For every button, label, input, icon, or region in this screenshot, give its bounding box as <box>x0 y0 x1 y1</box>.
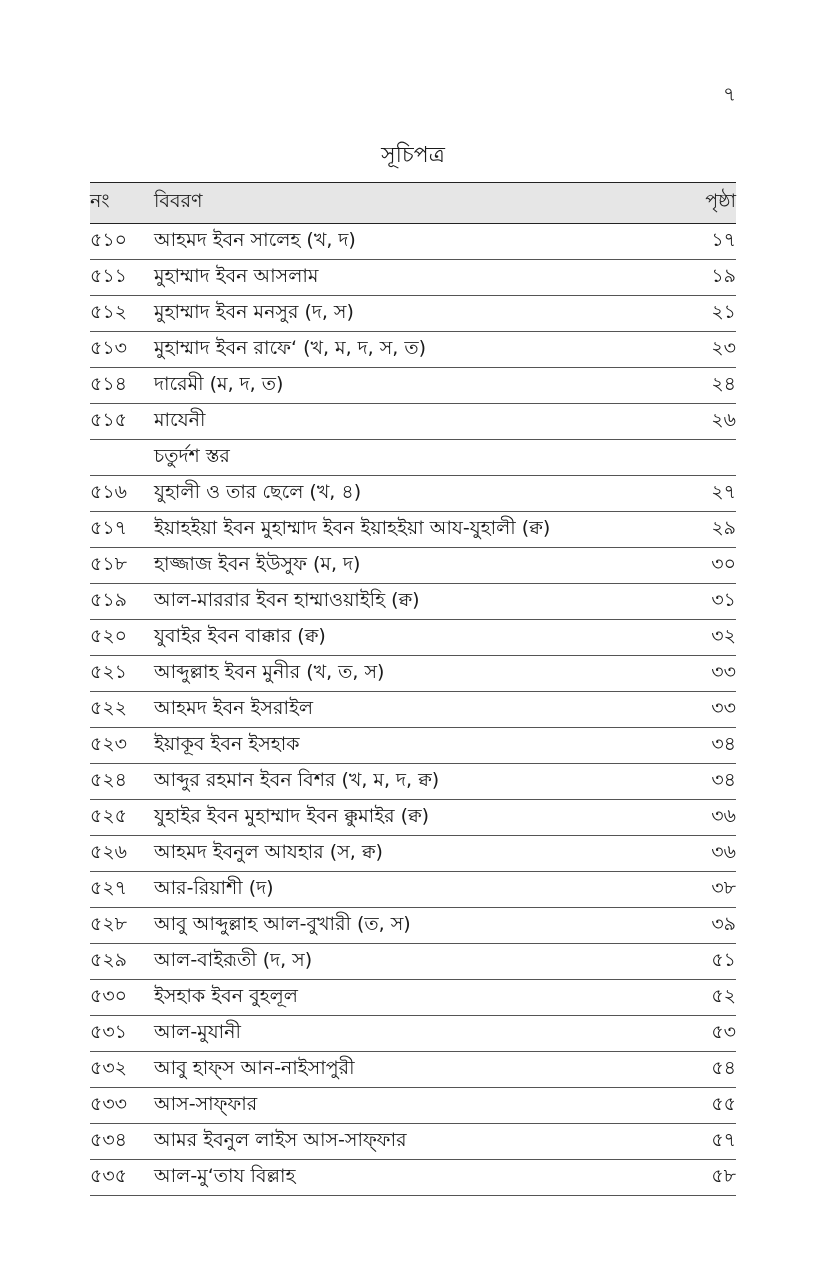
row-description: আহমদ ইবনুল আযহার (স, ক্ব) <box>154 836 656 872</box>
table-of-contents <box>90 182 736 1196</box>
row-page: ৩৮ <box>656 872 736 908</box>
row-description: আর-রিয়াশী (দ) <box>154 872 656 908</box>
row-page: ৩৬ <box>656 836 736 872</box>
row-description: মুহাম্মাদ ইবন রাফে‘ (খ, ম, দ, স, ত) <box>154 332 656 368</box>
table-row <box>90 692 736 728</box>
page-number: ৭ <box>722 82 736 106</box>
row-number: ৫১৭ <box>90 512 154 548</box>
row-page: ১৯ <box>656 260 736 296</box>
row-number: ৫২৩ <box>90 728 154 764</box>
row-page: ২৩ <box>656 332 736 368</box>
row-number: ৫৩১ <box>90 1016 154 1052</box>
table-row <box>90 440 736 476</box>
row-number: ৫১৫ <box>90 404 154 440</box>
table-row <box>90 260 736 296</box>
row-page: ৫৮ <box>656 1160 736 1196</box>
table-header-row <box>90 183 736 224</box>
row-number: ৫১৬ <box>90 476 154 512</box>
row-number: ৫২৫ <box>90 800 154 836</box>
row-number: ৫২১ <box>90 656 154 692</box>
row-description: যুহাইর ইবন মুহাম্মাদ ইবন ক্কুমাইর (ক্ব) <box>154 800 656 836</box>
row-description: ইয়াহইয়া ইবন মুহাম্মাদ ইবন ইয়াহইয়া আয-যুহালী (ক্ব) <box>154 512 656 548</box>
table-row <box>90 980 736 1016</box>
row-page: ৩৩ <box>656 656 736 692</box>
row-page: ২৯ <box>656 512 736 548</box>
table-row <box>90 944 736 980</box>
row-description: আব্দুল্লাহ ইবন মুনীর (খ, ত, স) <box>154 656 656 692</box>
header-description: বিবরণ <box>154 183 656 224</box>
row-number <box>90 440 154 476</box>
row-description: মুহাম্মাদ ইবন মনসুর (দ, স) <box>154 296 656 332</box>
row-number: ৫২৯ <box>90 944 154 980</box>
row-description: চতুর্দশ স্তর <box>154 440 656 476</box>
row-description: আল-বাইরূতী (দ, স) <box>154 944 656 980</box>
row-description: আল-মু‘তায বিল্লাহ <box>154 1160 656 1196</box>
header-page: পৃষ্ঠা <box>656 183 736 224</box>
row-description: মাযেনী <box>154 404 656 440</box>
table-row <box>90 224 736 260</box>
row-page: ৩৪ <box>656 764 736 800</box>
table-row <box>90 620 736 656</box>
table-row <box>90 368 736 404</box>
row-number: ৫৩৫ <box>90 1160 154 1196</box>
row-number: ৫১৮ <box>90 548 154 584</box>
row-page: ৩২ <box>656 620 736 656</box>
row-number: ৫১৪ <box>90 368 154 404</box>
row-page: ৩৩ <box>656 692 736 728</box>
row-page: ৩১ <box>656 584 736 620</box>
row-description: ইসহাক ইবন বুহলূল <box>154 980 656 1016</box>
row-description: যুহালী ও তার ছেলে (খ, ৪) <box>154 476 656 512</box>
row-description: দারেমী (ম, দ, ত) <box>154 368 656 404</box>
row-number: ৫৩২ <box>90 1052 154 1088</box>
row-number: ৫৩০ <box>90 980 154 1016</box>
row-description: যুবাইর ইবন বাক্কার (ক্ব) <box>154 620 656 656</box>
table-row <box>90 764 736 800</box>
table-row <box>90 1088 736 1124</box>
row-number: ৫৩৪ <box>90 1124 154 1160</box>
table-row <box>90 584 736 620</box>
row-page: ৩০ <box>656 548 736 584</box>
row-description: হাজ্জাজ ইবন ইউসুফ (ম, দ) <box>154 548 656 584</box>
table-row <box>90 836 736 872</box>
row-page: ২৪ <box>656 368 736 404</box>
table-row <box>90 872 736 908</box>
row-description: আবু আব্দুল্লাহ আল-বুখারী (ত, স) <box>154 908 656 944</box>
table-row <box>90 332 736 368</box>
table-row <box>90 800 736 836</box>
row-page: ৩৪ <box>656 728 736 764</box>
row-number: ৫১৩ <box>90 332 154 368</box>
row-page: ৫২ <box>656 980 736 1016</box>
table-row <box>90 512 736 548</box>
row-number: ৫২০ <box>90 620 154 656</box>
row-page: ১৭ <box>656 224 736 260</box>
row-number: ৫২৬ <box>90 836 154 872</box>
row-description: আমর ইবনুল লাইস আস-সাফ্ফার <box>154 1124 656 1160</box>
row-page: ২১ <box>656 296 736 332</box>
table-row <box>90 1124 736 1160</box>
row-description: ইয়াকূব ইবন ইসহাক <box>154 728 656 764</box>
row-page: ২৬ <box>656 404 736 440</box>
row-number: ৫১৯ <box>90 584 154 620</box>
row-page: ৫৭ <box>656 1124 736 1160</box>
table-row <box>90 728 736 764</box>
row-description: আহমদ ইবন সালেহ (খ, দ) <box>154 224 656 260</box>
page-title: সূচিপত্র <box>381 143 445 168</box>
row-page: ৫১ <box>656 944 736 980</box>
table-row <box>90 1052 736 1088</box>
table-row <box>90 548 736 584</box>
table-row <box>90 404 736 440</box>
row-number: ৫১২ <box>90 296 154 332</box>
row-description: আস-সাফ্ফার <box>154 1088 656 1124</box>
table-row <box>90 656 736 692</box>
table-body <box>90 224 736 1196</box>
row-number: ৫২৮ <box>90 908 154 944</box>
row-number: ৫২৪ <box>90 764 154 800</box>
table-row <box>90 296 736 332</box>
row-page: ৩৯ <box>656 908 736 944</box>
header-no: নং <box>90 183 154 224</box>
row-description: আল-মুযানী <box>154 1016 656 1052</box>
row-description: আহমদ ইবন ইসরাইল <box>154 692 656 728</box>
row-page: ৫৫ <box>656 1088 736 1124</box>
row-page: ৩৬ <box>656 800 736 836</box>
row-page: ৫৪ <box>656 1052 736 1088</box>
row-number: ৫১১ <box>90 260 154 296</box>
row-page <box>656 440 736 476</box>
table-row <box>90 1016 736 1052</box>
row-number: ৫২৭ <box>90 872 154 908</box>
row-number: ৫৩৩ <box>90 1088 154 1124</box>
row-description: মুহাম্মাদ ইবন আসলাম <box>154 260 656 296</box>
table-row <box>90 1160 736 1196</box>
table-row <box>90 908 736 944</box>
row-page: ২৭ <box>656 476 736 512</box>
row-description: আব্দুর রহমান ইবন বিশর (খ, ম, দ, ক্ব) <box>154 764 656 800</box>
row-number: ৫১০ <box>90 224 154 260</box>
row-description: আল-মাররার ইবন হাম্মাওয়াইহি (ক্ব) <box>154 584 656 620</box>
row-page: ৫৩ <box>656 1016 736 1052</box>
row-number: ৫২২ <box>90 692 154 728</box>
table-row <box>90 476 736 512</box>
row-description: আবু হাফ্স আন-নাইসাপুরী <box>154 1052 656 1088</box>
